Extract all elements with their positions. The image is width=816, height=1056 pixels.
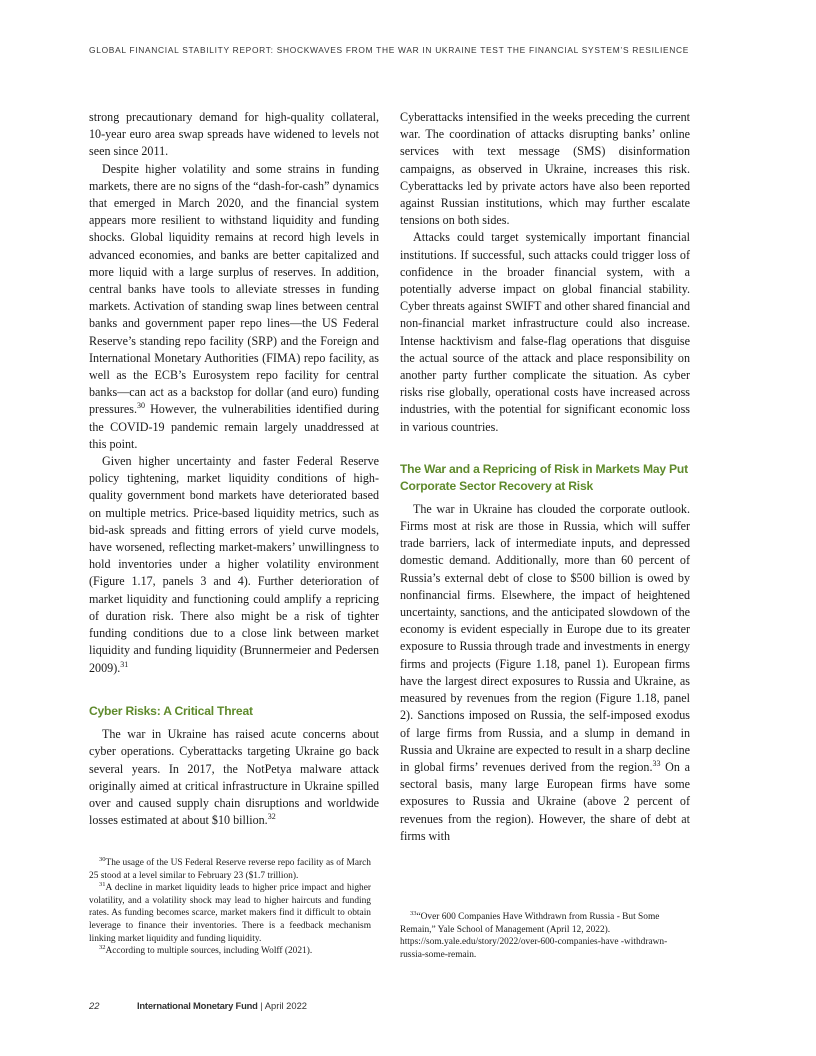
paragraph: The war in Ukraine has clouded the corporate outlook. Firms most at risk are those in Russia, which will suffer trade barriers, lack of intermediate inputs, and depressed domestic demand. Additionally, more than 60 percent of Russia’s external debt of close to $500 billion is owed by nonfinancial firms. Elsewhere, the impact of heightened uncertainty, sanctions, and the anticipated slowdown of the economy is evident especially in Europe due to its greater exposure to Russia through trade and investments in energy firms and projects (Figure 1.18, panel 1). European firms have the largest direct exposures to Russia and Ukraine, as measured by revenues from the region (Figure 1.18, panel 2). Sanctions imposed on Russia, the self-imposed exodus of large firms from Russia, and a slump in demand in Russia and Ukraine are expected to result in a sharp decline in global firms’ revenues derived from the region.$^{33}$ On a sectoral basis, many large European firms have some exposures to Russia and Ukraine (above 2 percent of revenues from the region). However, the share of debt at firms with: [400, 501, 690, 843]
right-column: [400, 109, 690, 845]
page-number: 22: [89, 1000, 100, 1011]
footnote-ref[interactable]: 30: [137, 401, 146, 411]
footnote: $^{32}$According to multiple sources, including Wolff (2021).: [99, 944, 313, 957]
paragraph: Cyberattacks intensified in the weeks preceding the current war. The coordination of attacks disrupting banks’ online services with text message (SMS) disinformation campaigns, as observed in Ukraine, increases this risk. Cyberattacks led by private actors have also been reported against Russian institutions, which may further escalate tensions on both sides.: [400, 110, 690, 228]
paragraph: Despite higher volatility and some strains in funding markets, there are no signs of the “dash-for-cash” dynamics that emerged in March 2020, and the financial system appears more resilient to withstand liquidity and funding shocks. Global liquidity remains at record high levels in advanced economies, and banks are better capitalized and more liquid with a large surplus of reserves. In addition, central banks have tools to alleviate stresses in funding markets. Activation of standing swap lines between central banks and government paper repo lines—the US Federal Reserve’s standing repo facility (SRP) and the Foreign and International Monetary Authorities (FIMA) repo facility, as well as the ECB’s Eurosystem repo facility for central banks—can act as a backstop for dollar (and euro) funding pressures.$^{30}$ However, the vulnerabilities identified during the COVID-19 pandemic remain largely unaddressed at this point.: [89, 161, 379, 451]
organization-name: International Monetary Fund: [137, 1000, 258, 1011]
paragraph: Given higher uncertainty and faster Federal Reserve policy tightening, market liquidity conditions of high-quality government bond markets have deteriorated based on multiple metrics. Price-based liquidity metrics, such as bid-ask spreads and fitting errors of yield curve models, have worsened, reflecting market-makers’ unwillingness to hold inventories under a higher volatility environment (Figure 1.17, panels 3 and 4). Further deterioration of market liquidity and functioning could amplify a repricing of duration risk. There also might be a risk of tighter funding conditions due to a close link between market liquidity and funding liquidity (Brunnermeier and Pedersen 2009).$^{31}$: [89, 454, 379, 675]
paragraph: The war in Ukraine has raised acute concerns about cyber operations. Cyberattacks targeting Ukraine go back several years. In 2017, the NotPetya malware attack originally aimed at critical infrastructure in Ukraine spilled over and caused supply chain disruptions and worldwide losses estimated at about $10 billion.$^{32}$: [89, 727, 379, 828]
left-column: [89, 109, 379, 829]
section-heading-cyber: Cyber Risks: A Critical Threat: [89, 703, 253, 718]
footnote-ref[interactable]: 31: [120, 659, 129, 669]
footnote: $^{31}$A decline in market liquidity leads to higher price impact and higher volatility, and a volatility shock may lead to higher haircuts and funding rates. As funding becomes scarce, market makers find it difficult to obtain leverage to finance their inventories. There is a feedback mechanism linking market liquidity and funding liquidity.: [89, 881, 371, 944]
footnote: $^{33}$“Over 600 Companies Have Withdrawn from Russia - But Some Remain,” Yale School of Management (April 12, 2022). https://som.yale.edu/story/2022/over-600-companies-have -withdrawn-russia-some-remain.: [400, 909, 668, 960]
section-heading-war: The War and a Repricing of Risk in Markets May Put Corporate Sector Recovery at Risk: [400, 461, 688, 494]
paragraph: Attacks could target systemically important financial institutions. If successful, such attacks could trigger loss of confidence in the broader financial system, with a potentially adverse impact on global financial stability. Cyber threats against SWIFT and other shared financial and non-financial market infrastructure could also increase. Intense hacktivism and false-flag operations that disguise the actual source of the attack and place responsibility on another party further complicate the situation. As cyber risks rise globally, operational costs have increased across industries, with the potential for significant economic loss in various countries.: [400, 230, 690, 434]
footnotes-left: [89, 857, 371, 958]
publication-date: April 2022: [264, 1000, 308, 1011]
footer-separator: |: [260, 1000, 263, 1011]
footnote-ref[interactable]: 33: [652, 758, 661, 768]
footnotes-right: [400, 911, 690, 961]
page-footer: [89, 1000, 307, 1011]
footnote: $^{30}$The usage of the US Federal Reserve reverse repo facility as of March 25 stood at a level similar to February 23 ($1.7 trillion).: [89, 855, 371, 881]
footnote-ref[interactable]: 32: [267, 812, 276, 822]
paragraph: strong precautionary demand for high-quality collateral, 10-year euro area swap spreads have widened to levels not seen since 2011.: [89, 110, 379, 159]
running-head: GLOBAL FINANCIAL STABILITY REPORT: SHOCKWAVES FROM THE WAR IN UKRAINE TEST THE FINANCIAL SYSTEM’S RESILIENCE: [89, 45, 690, 55]
